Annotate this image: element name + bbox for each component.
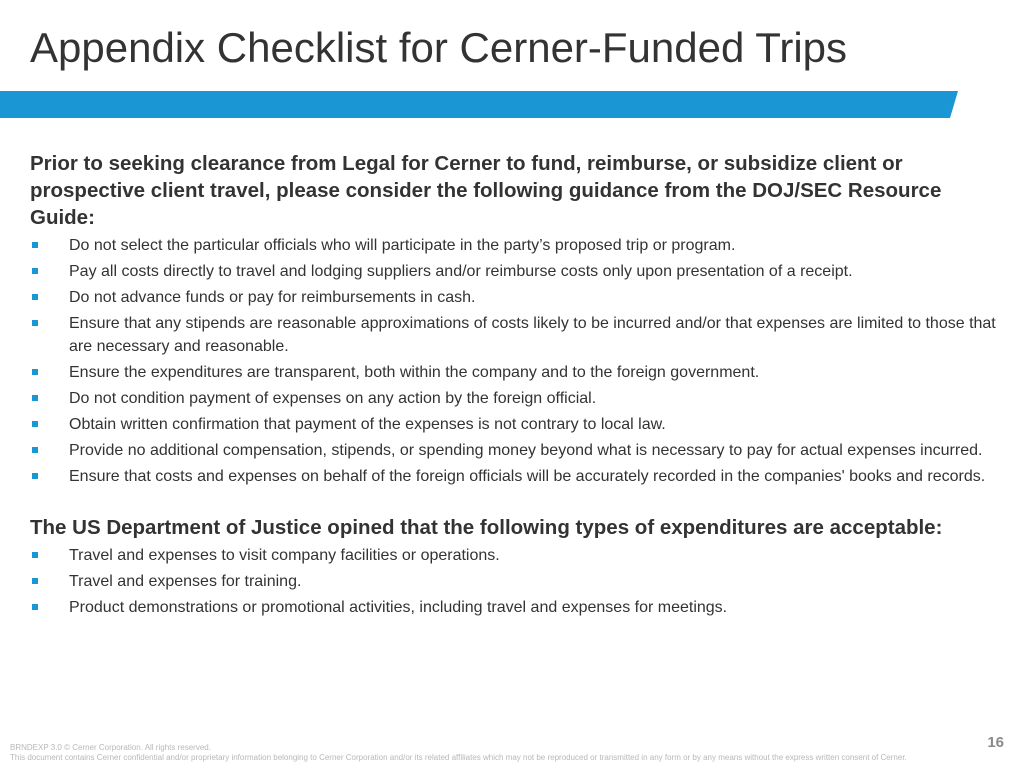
bullet-icon xyxy=(32,294,38,300)
list-item xyxy=(30,465,1005,488)
list-item xyxy=(30,286,1005,309)
bullet-icon xyxy=(32,604,38,610)
section-heading-guidance: Prior to seeking clearance from Legal for Cerner to fund, reimburse, or subsidize client or prospective client travel, please consider the following guidance from the DOJ/SEC Resource Guide: xyxy=(30,152,942,229)
acceptable-expenditures-list xyxy=(30,544,1005,619)
list-item xyxy=(30,439,1005,462)
section-spacer xyxy=(30,491,1005,514)
list-item-text: Ensure that any stipends are reasonable approximations of costs likely to be incurred and/or that expenses are limited to those that are necessary and reasonable. xyxy=(69,315,996,355)
bullet-icon xyxy=(32,578,38,584)
list-item-text: Ensure the expenditures are transparent, both within the company and to the foreign government. xyxy=(69,364,760,381)
slide-title: Appendix Checklist for Cerner-Funded Trips xyxy=(30,24,848,71)
title-accent-banner xyxy=(0,91,958,118)
bullet-icon xyxy=(32,421,38,427)
list-item xyxy=(30,312,1005,358)
footer-confidentiality: This document contains Cerner confidential and/or proprietary information belonging to Cerner Corporation and/or its related affiliates which may not be reproduced or transmitted in any form or by any means without the express written consent of Cerner. xyxy=(10,753,907,762)
list-item-text: Product demonstrations or promotional activities, including travel and expenses for meetings. xyxy=(69,599,728,616)
page-number: 16 xyxy=(987,734,1004,751)
list-item xyxy=(30,570,1005,593)
list-item-text: Travel and expenses for training. xyxy=(69,573,302,590)
bullet-icon xyxy=(32,242,38,248)
section-heading-doj: The US Department of Justice opined that the following types of expenditures are acceptable: xyxy=(30,516,943,539)
bullet-icon xyxy=(32,320,38,326)
list-item xyxy=(30,387,1005,410)
accent-banner-shape xyxy=(0,91,958,118)
list-item xyxy=(30,596,1005,619)
slide-body xyxy=(30,150,1005,622)
bullet-icon xyxy=(32,369,38,375)
list-item xyxy=(30,260,1005,283)
list-item xyxy=(30,234,1005,257)
list-item-text: Ensure that costs and expenses on behalf of the foreign officials will be accurately recorded in the companies' books and records. xyxy=(69,468,986,485)
bullet-icon xyxy=(32,268,38,274)
bullet-icon xyxy=(32,552,38,558)
list-item xyxy=(30,361,1005,384)
list-item xyxy=(30,413,1005,436)
bullet-icon xyxy=(32,473,38,479)
list-item xyxy=(30,544,1005,567)
list-item-text: Provide no additional compensation, stipends, or spending money beyond what is necessary to pay for actual expenses incurred. xyxy=(69,442,983,459)
footer-legal xyxy=(10,743,907,763)
list-item-text: Obtain written confirmation that payment of the expenses is not contrary to local law. xyxy=(69,416,666,433)
guidance-checklist xyxy=(30,234,1005,488)
footer-copyright: BRNDEXP 3.0 © Cerner Corporation. All rights reserved. xyxy=(10,743,211,752)
list-item-text: Do not advance funds or pay for reimbursements in cash. xyxy=(69,289,476,306)
bullet-icon xyxy=(32,447,38,453)
list-item-text: Travel and expenses to visit company facilities or operations. xyxy=(69,547,500,564)
list-item-text: Do not condition payment of expenses on any action by the foreign official. xyxy=(69,390,597,407)
list-item-text: Pay all costs directly to travel and lodging suppliers and/or reimburse costs only upon presentation of a receipt. xyxy=(69,263,853,280)
list-item-text: Do not select the particular officials who will participate in the party’s proposed trip or program. xyxy=(69,237,736,254)
bullet-icon xyxy=(32,395,38,401)
